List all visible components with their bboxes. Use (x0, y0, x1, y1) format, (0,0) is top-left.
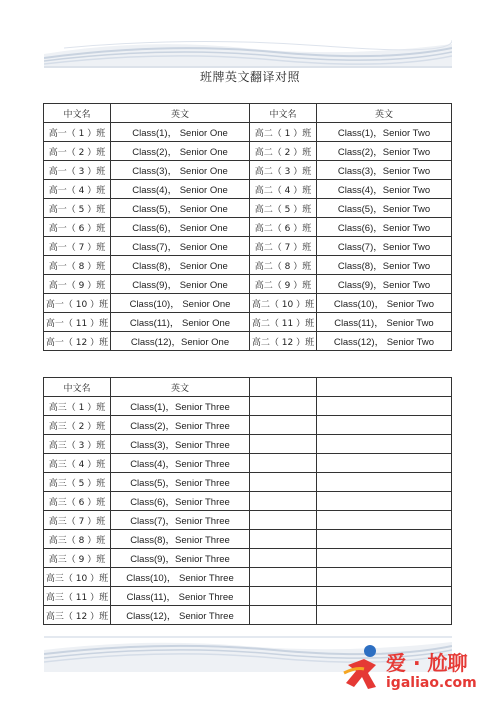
chinese-name-cell: 高二（ 9 ）班 (250, 275, 317, 294)
table-row (44, 454, 452, 473)
empty-cell (317, 568, 452, 587)
chinese-name-cell: 高三（ 1 ）班 (44, 397, 111, 416)
chinese-name-cell: 高三（ 4 ）班 (44, 454, 111, 473)
translation-table-grade3 (43, 377, 452, 625)
site-watermark-logo (342, 643, 492, 699)
english-name-cell: Class(8)， Senior One (111, 256, 250, 275)
english-name-cell: Class(1)，Senior Three (111, 397, 250, 416)
empty-cell (317, 454, 452, 473)
english-name-cell: Class(7)，Senior Two (317, 237, 452, 256)
table-row (44, 294, 452, 313)
english-name-cell: Class(2)， Senior One (111, 142, 250, 161)
chinese-name-cell: 高一（ 12 ）班 (44, 332, 111, 351)
chinese-name-cell: 高一（ 11 ）班 (44, 313, 111, 332)
english-name-cell: Class(2)，Senior Three (111, 416, 250, 435)
table-row (44, 511, 452, 530)
table-row (44, 199, 452, 218)
table-row (44, 123, 452, 142)
english-name-cell: Class(5)，Senior Two (317, 199, 452, 218)
watermark-url-text: igaliao.com (386, 675, 477, 691)
empty-cell (250, 473, 317, 492)
table-row (44, 416, 452, 435)
table-row (44, 275, 452, 294)
table-row (44, 161, 452, 180)
table-row (44, 313, 452, 332)
table-row (44, 180, 452, 199)
chinese-name-cell: 高二（ 1 ）班 (250, 123, 317, 142)
page-title: 班牌英文翻译对照 (199, 70, 300, 84)
table-row (44, 530, 452, 549)
chinese-name-cell: 高一（ 1 ）班 (44, 123, 111, 142)
english-name-cell: Class(1)， Senior One (111, 123, 250, 142)
english-name-cell: Class(12)，Senior One (111, 332, 250, 351)
header-decorative-band (44, 34, 452, 68)
chinese-name-cell: 高三（ 5 ）班 (44, 473, 111, 492)
chinese-name-cell: 高一（ 8 ）班 (44, 256, 111, 275)
watermark-brand-text: 爱 · 尬聊 (386, 651, 468, 675)
chinese-name-cell: 高三（ 8 ）班 (44, 530, 111, 549)
chinese-name-cell: 高三（ 6 ）班 (44, 492, 111, 511)
header-english: 英文 (111, 104, 250, 123)
table-row (44, 237, 452, 256)
table-header-row (44, 104, 452, 123)
english-name-cell: Class(12)， Senior Two (317, 332, 452, 351)
english-name-cell: Class(5)，Senior Three (111, 473, 250, 492)
empty-cell (250, 435, 317, 454)
chinese-name-cell: 高三（ 2 ）班 (44, 416, 111, 435)
header-chinese-name: 中文名 (250, 104, 317, 123)
chinese-name-cell: 高一（ 9 ）班 (44, 275, 111, 294)
empty-cell (317, 511, 452, 530)
empty-cell (250, 549, 317, 568)
chinese-name-cell: 高二（ 5 ）班 (250, 199, 317, 218)
header-empty (317, 378, 452, 397)
chinese-name-cell: 高二（ 2 ）班 (250, 142, 317, 161)
chinese-name-cell: 高二（ 6 ）班 (250, 218, 317, 237)
english-name-cell: Class(11)， Senior Two (317, 313, 452, 332)
table-row (44, 587, 452, 606)
empty-cell (317, 549, 452, 568)
empty-cell (317, 416, 452, 435)
table-row (44, 568, 452, 587)
chinese-name-cell: 高二（ 8 ）班 (250, 256, 317, 275)
table-row (44, 397, 452, 416)
english-name-cell: Class(7)， Senior One (111, 237, 250, 256)
english-name-cell: Class(10)， Senior One (111, 294, 250, 313)
chinese-name-cell: 高三（ 7 ）班 (44, 511, 111, 530)
table-row (44, 549, 452, 568)
chinese-name-cell: 高三（ 11 ）班 (44, 587, 111, 606)
english-name-cell: Class(3)， Senior One (111, 161, 250, 180)
english-name-cell: Class(4)， Senior One (111, 180, 250, 199)
translation-table-grade1-grade2 (43, 103, 452, 351)
empty-cell (317, 530, 452, 549)
empty-cell (250, 454, 317, 473)
empty-cell (317, 606, 452, 625)
english-name-cell: Class(11)， Senior One (111, 313, 250, 332)
empty-cell (317, 435, 452, 454)
header-english: 英文 (317, 104, 452, 123)
header-english: 英文 (111, 378, 250, 397)
english-name-cell: Class(9)， Senior One (111, 275, 250, 294)
table-row (44, 435, 452, 454)
chinese-name-cell: 高三（ 9 ）班 (44, 549, 111, 568)
chinese-name-cell: 高一（ 5 ）班 (44, 199, 111, 218)
english-name-cell: Class(8)，Senior Two (317, 256, 452, 275)
header-empty (250, 378, 317, 397)
english-name-cell: Class(5)， Senior One (111, 199, 250, 218)
chinese-name-cell: 高一（ 10 ）班 (44, 294, 111, 313)
english-name-cell: Class(3)，Senior Two (317, 161, 452, 180)
wave-pattern-icon (44, 34, 452, 68)
empty-cell (250, 492, 317, 511)
empty-cell (317, 587, 452, 606)
runner-logo-icon (342, 643, 384, 695)
empty-cell (250, 568, 317, 587)
table-row (44, 218, 452, 237)
empty-cell (250, 511, 317, 530)
header-chinese-name: 中文名 (44, 104, 111, 123)
english-name-cell: Class(4)，Senior Three (111, 454, 250, 473)
chinese-name-cell: 高二（ 12 ）班 (250, 332, 317, 351)
english-name-cell: Class(6)，Senior Three (111, 492, 250, 511)
empty-cell (250, 416, 317, 435)
table-row (44, 492, 452, 511)
english-name-cell: Class(7)，Senior Three (111, 511, 250, 530)
english-name-cell: Class(9)，Senior Two (317, 275, 452, 294)
english-name-cell: Class(4)，Senior Two (317, 180, 452, 199)
table-row (44, 256, 452, 275)
table-row (44, 606, 452, 625)
empty-cell (250, 606, 317, 625)
empty-cell (250, 397, 317, 416)
chinese-name-cell: 高一（ 2 ）班 (44, 142, 111, 161)
chinese-name-cell: 高二（ 11 ）班 (250, 313, 317, 332)
chinese-name-cell: 高二（ 10 ）班 (250, 294, 317, 313)
english-name-cell: Class(9)，Senior Three (111, 549, 250, 568)
empty-cell (317, 473, 452, 492)
chinese-name-cell: 高二（ 4 ）班 (250, 180, 317, 199)
chinese-name-cell: 高三（ 12 ）班 (44, 606, 111, 625)
english-name-cell: Class(2)，Senior Two (317, 142, 452, 161)
table-header-row (44, 378, 452, 397)
empty-cell (250, 530, 317, 549)
english-name-cell: Class(3)，Senior Three (111, 435, 250, 454)
empty-cell (317, 492, 452, 511)
english-name-cell: Class(11)， Senior Three (111, 587, 250, 606)
english-name-cell: Class(1)，Senior Two (317, 123, 452, 142)
english-name-cell: Class(10)， Senior Three (111, 568, 250, 587)
chinese-name-cell: 高一（ 7 ）班 (44, 237, 111, 256)
english-name-cell: Class(12)， Senior Three (111, 606, 250, 625)
english-name-cell: Class(6)， Senior One (111, 218, 250, 237)
empty-cell (317, 397, 452, 416)
empty-cell (250, 587, 317, 606)
chinese-name-cell: 高二（ 7 ）班 (250, 237, 317, 256)
english-name-cell: Class(8)，Senior Three (111, 530, 250, 549)
table-row (44, 142, 452, 161)
chinese-name-cell: 高三（ 3 ）班 (44, 435, 111, 454)
chinese-name-cell: 高一（ 6 ）班 (44, 218, 111, 237)
english-name-cell: Class(10)， Senior Two (317, 294, 452, 313)
chinese-name-cell: 高一（ 4 ）班 (44, 180, 111, 199)
chinese-name-cell: 高一（ 3 ）班 (44, 161, 111, 180)
english-name-cell: Class(6)，Senior Two (317, 218, 452, 237)
chinese-name-cell: 高三（ 10 ）班 (44, 568, 111, 587)
chinese-name-cell: 高二（ 3 ）班 (250, 161, 317, 180)
table-row (44, 332, 452, 351)
table-row (44, 473, 452, 492)
header-chinese-name: 中文名 (44, 378, 111, 397)
